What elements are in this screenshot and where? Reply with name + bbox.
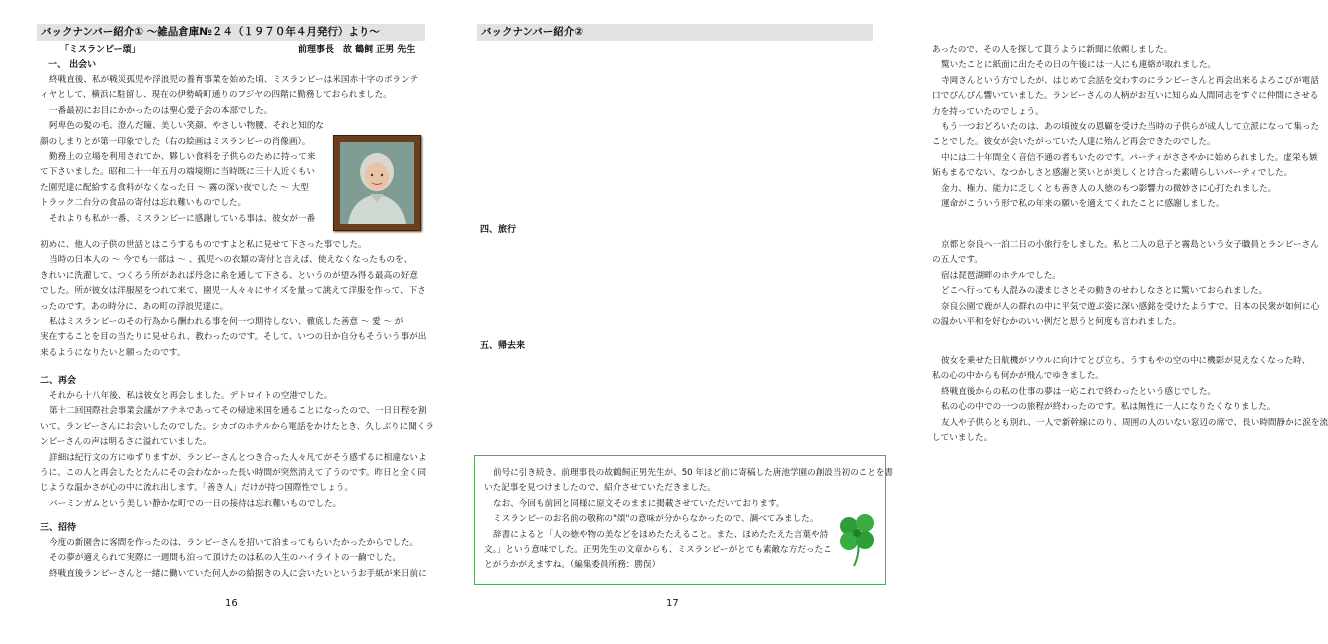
page-number-16: 16 — [225, 598, 238, 609]
text-line: もう一つおどろいたのは、あの頃彼女の恩顧を受けた当時の子供らが成人して立派になって集った — [941, 122, 1320, 132]
text-line: 初めに、他人の子供の世話とはこうするものですよと私に見せて下さった事でした。 — [40, 240, 367, 250]
text-line: 口でぴんぴん響いていました。ランピーさんの人柄がお互いに知らぬ人間同志をすぐに仲間にさせる — [932, 91, 1319, 102]
text-line: 今度の新園舎に客間を作ったのは、ランピーさんを招いて泊まってもらいたかったからでした。 — [49, 538, 419, 548]
text-line: トラック二台分の食品の寄付は忘れ難いものでした。 — [40, 198, 247, 209]
text-line: 金力、権力、能力に乏しくとも善き人の人徳のもつ影響力の微妙さに心打たれました。 — [941, 183, 1277, 194]
section-banner-2: バックナンバー紹介② — [477, 24, 873, 41]
text-line: その夢が適えられて実際に一週間も泊って頂けたのは私の人生のハイライトの一齣でした。 — [49, 553, 402, 564]
heading-meeting: 一、 出会い — [48, 60, 97, 70]
text-line: 実在することを目の当たりに見せられ、教わったのです。そして、いつの日か自分もそういう事が出 — [40, 332, 427, 343]
text-line: 私の心の中での一つの旅程が終わったのです。私は無性に一人になりたくなりました。 — [941, 402, 1276, 413]
text-line: ったのです。あの時分に、あの町の浮浪児達に。 — [40, 301, 229, 312]
clover-icon — [836, 510, 878, 568]
text-line: た園児達に配給する食料がなくなった日 〜 霧の深い夜でした 〜 大型 — [40, 182, 309, 193]
text-line: ンピーさんの声は明るさに溢れていました。 — [40, 437, 212, 448]
text-line: あったので、その人を探して貰うように新聞に依頼しました。 — [932, 45, 1173, 55]
text-line: 私の心の中からも何かが飛んでゆきました。 — [932, 371, 1104, 382]
page-number-17: 17 — [666, 598, 679, 609]
section-banner-1: バックナンバー紹介① 〜雑品倉庫№２４（１９７０年４月発行）より〜 — [37, 24, 425, 41]
text-line: 終戦直後からの私の仕事の夢は一応これで終わったという感じでした。 — [941, 386, 1216, 397]
text-line: の温かい平和を好むかのいい例だと思うと何度も言われました。 — [932, 317, 1182, 327]
text-line: 一番最初にお目にかかったのは聖心愛子会の本部でした。 — [49, 105, 273, 116]
text-line: 奈良公園で鹿が人の群れの中に平気で遊ぶ姿に深い感銘を受けたようすで、日本の民衆が如何に心 — [941, 301, 1320, 312]
text-line: していました。 — [932, 433, 993, 443]
heading-invitation: 三、招待 — [40, 523, 77, 533]
article-author: 前理事長 故 鶴飼 正男 先生 — [298, 45, 416, 55]
text-line: ィヤとして、横浜に駐留し、現在の伊勢崎町通りのフジヤの四階に勤務しておられました。 — [40, 90, 392, 101]
text-line: いて、ランピーさんにお会いしたのでした。シカゴのホテルから電話をかけたとき、久しぶりに聞くラ — [40, 421, 435, 432]
text-line: 文。」という意味でした。正男先生の文章からも、ミスランピーがとても素敵な方だったこ — [484, 545, 832, 555]
text-line: どこへ行っても人混みの凄まじさとその動きのせわしなさとに驚いておられました。 — [941, 286, 1268, 297]
text-line: ことでした。彼女が会いたがっていた人達に殆んど再会できたのでした。 — [932, 137, 1216, 148]
text-line: 中には二十年間全く音信不通の者もいたのです。パーティがささやかに始められました。虚栄も嫉 — [941, 152, 1318, 163]
text-line: 詳細は紀行文の方にゆずりますが、ランピーさんとつき合った人々凡てがそう感ずるに相違ないよ — [49, 452, 427, 463]
text-line: じような温かさが心の中に流れ出します。「善き人」だけが持つ国際性でしょう。 — [40, 483, 353, 494]
text-line: バーミンガムという美しい静かな町での一日の接待は忘れ難いものでした。 — [49, 498, 342, 509]
text-line: 来るようになりたいと願ったのです。 — [40, 347, 186, 358]
text-line: きれいに洗濯して、つくろう所があれば丹念に糸を通して下さる、というのが望み得る最高の好意 — [40, 270, 418, 281]
text-line: 友人や子供らとも別れ、一人で新幹線にのり、周囲の人のいない窓辺の席で、長い時間静かに涙を流 — [941, 417, 1328, 428]
text-line: 当時の日本人の 〜 今でも一部は 〜 、孤児への衣類の寄付と言えば、使えなくなったものを、 — [49, 255, 413, 266]
text-line: 辞書によると「人の徳や物の美などをほめたたえること。また、ほめたたえた言葉や詩 — [493, 529, 829, 540]
text-line: 京都と奈良へ一泊二日の小旅行をしました。私と二人の息子と霧島という女子職員とランピーさん — [941, 240, 1319, 250]
text-line: いた記事を見つけましたので、紹介させていただきました。 — [484, 483, 716, 494]
page-16 — [0, 0, 455, 644]
text-line: 勤務上の立場を利用されてか、夥しい食料を子供らのために持って来 — [49, 152, 316, 162]
text-line: それから十八年後、私は彼女と再会しました。デトロイトの空港でした。 — [49, 391, 333, 401]
text-line: 運命がこういう形で私の年来の願いを適えてくれたことに感謝しました。 — [941, 199, 1225, 209]
text-line: 顔のしまりとが第一印象でした（右の絵画はミスランピーの肖像画）。 — [40, 136, 311, 147]
text-line: とがうかがえますね。（編集委員所務：勝俣） — [484, 560, 661, 571]
text-line: 宿は琵琶湖畔のホテルでした。 — [941, 270, 1061, 281]
text-line: 私はミスランピーのその行為から酬われる事を何一つ期待しない、徹底した善意 〜 愛 〜 が — [49, 317, 404, 327]
text-line: でした。所が彼女は洋服屋をつれて来て、園児一人々々にサイズを量って誂えて洋服を作って、下さ — [40, 286, 426, 297]
text-line: 阿卑色の髪の毛、澄んだ瞳、美しい笑顔、やさしい物腰、それと知的な — [49, 121, 325, 132]
text-line: ミスランピーのお名前の敬称の"頌"の意味が分からなかったので、調べてみました。 — [493, 514, 819, 525]
text-line: なお、今回も前回と同様に原文そのままに掲載させていただいております。 — [493, 498, 785, 509]
text-line: 寺岡さんという方でしたが、はじめて会話を交わすのにランピーさんと再会出来るよろこびが電話 — [941, 75, 1319, 86]
text-line: て下さいました。昭和二十一年五月の端境期に当時既に三十人近くもい — [40, 167, 316, 178]
text-line: 驚いたことに紙面に出たその日の午後には一人にも連絡が取れました。 — [941, 60, 1217, 71]
text-line: 前号に引き続き、前理事長の故鶴飼正男先生が、50 年ほど前に寄稿した唐池学園の創設当初のことを書 — [493, 468, 894, 478]
article-title: 「ミスランピー頌」 — [60, 45, 141, 55]
text-line: それよりも私が一番、ミスランピーに感謝している事は、彼女が一番 — [49, 213, 316, 224]
text-line: 終戦直後、私が戦災孤児や浮浪児の養育事業を始めた頃、ミスランピーは米国赤十字のボランテ — [49, 75, 419, 85]
heading-trip: 四、旅行 — [480, 225, 517, 235]
portrait-figure-icon — [340, 142, 414, 224]
heading-return: 五、帰去来 — [480, 341, 526, 351]
text-line: の五人です。 — [932, 255, 983, 266]
text-line: 力を持っていたのでしょう。 — [932, 106, 1044, 117]
text-line: 彼女を乗せた日航機がソウルに向けてとび立ち、うすもやの空の中に機影が見えなくなった時、 — [941, 356, 1311, 366]
text-line: 妬もまるでない、なつかしさと感謝と笑いとが美しくとけ合った素晴らしいパーティでした。 — [932, 168, 1293, 179]
text-line: うに、この人と再会したとたんにその会わなかった長い時間が突然消えて了うのです。昨日と全く同 — [40, 468, 427, 478]
text-line: 終戦直後ランピーさんと一緒に働いていた何人かの給据きの人に会いたいというお手紙が来日前に — [49, 568, 427, 579]
text-line: 第十二回国際社会事業会議がアテネであってその帰途米国を通ることになったので、一日日程を割 — [49, 406, 427, 417]
heading-reunion: 二、再会 — [40, 376, 77, 386]
portrait-painting — [333, 135, 421, 231]
